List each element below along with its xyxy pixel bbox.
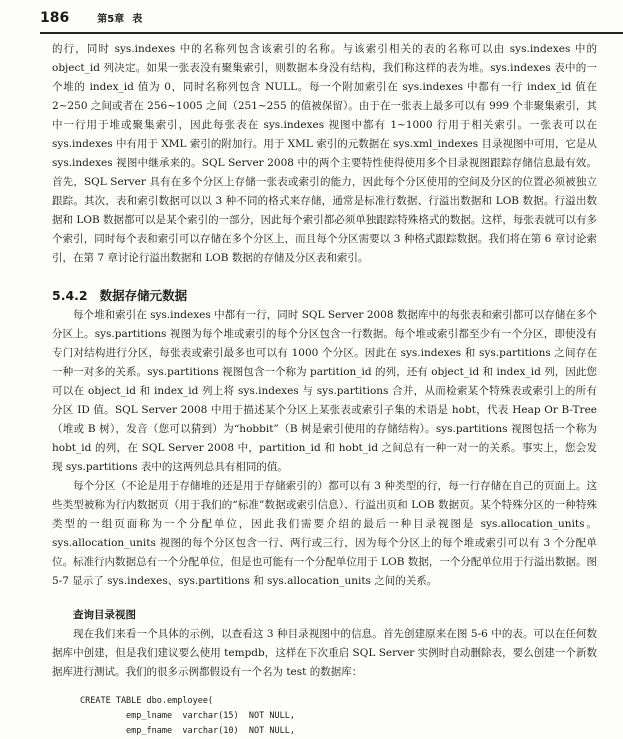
- paragraph: 每个堆和索引在 sys.indexes 中都有一行，同时 SQL Server 2008 数据库中的每张表和索引都可以存储在多个分区上。sys.partitions 视图为每个堆或索引的每个分区包含一行数据。每个堆或索引都至少有一个分区，即使没有专门对结构进行分区，每张表或索引最多也可以有 1000 个分区。因此在 sys.indexes 和 sys.partitions 之间存在一种一对多的关系。sys.partitions 视图包含一个称为 partition_id 的列，还有 object_id 和 index_id 列，因此您可以在 object_id 和 index_id 列上将 sys.indexes 与 sys.partitions 合并，从而检索某个特殊表或索引上的所有分区 ID 值。SQL Server 2008 中用于描述某个分区上某张表或索引子集的术语是 hobt，代表 Heap Or B-Tree（堆或 B 树），发音（您可以猜到）为“hobbit”（B 树是索引使用的存储结构）。sys.partitions 视图包括一个称为 hobt_id 的列，在 SQL Server 2008 中，partition_id 和 hobt_id 之间总有一种一对一的关系。事实上，您会发现 sys.partitions 表中的这两列总具有相同的值。: [52, 309, 597, 473]
- paragraph-continued: 的行，同时 sys.indexes 中的名称列包含该索引的名称。与该索引相关的表的名称可以由 sys.indexes 中的 object_id 列决定。如果一张表没有聚集索引，则数据本身没有结构，我们称这样的表为堆。sys.indexes 表中的一个堆的 index_id 值为 0，同时名称列包含 NULL。每一个附加索引在 sys.indexes 中都有一行 index_id 值在 2~250 之间或者在 256~1005 之间（251~255 的值被保留）。由于在一张表上最多可以有 999 个非聚集索引，其中一行用于堆或聚集索引，因此每张表在 sys.indexes 视图中都有 1~1000 行用于相关索引。一张表可以在 sys.indexes 中有用于 XML 索引的附加行。用于 XML 索引的元数据在 sys.xml_indexes 目录视图中可用，它是从 sys.indexes 视图中继承来的。SQL Server 2008 中的两个主要特性使得使用多个目录视图跟踪存储信息最有效。首先，SQL Server 具有在多个分区上存储一张表或索引的能力，因此每个分区使用的空间及分区的位置必须被独立跟踪。其次，表和索引数据可以以 3 种不同的格式来存储，通常是标准行数据、行溢出数据和 LOB 数据。行溢出数据和 LOB 数据都可以是某个索引的一部分，因此每个索引都必须单独跟踪特殊格式的数据。这样，每张表就可以有多个索引，同时每个表和索引可以存储在多个分区上，而且每个分区需要以 3 种格式跟踪数据。我们将在第 6 章讨论索引，在第 7 章讨论行溢出数据和 LOB 数据的存储及分区表和索引。: [52, 43, 597, 264]
- chapter-title: 表: [132, 14, 143, 25]
- section-heading: [52, 286, 597, 306]
- chapter-heading: [97, 10, 142, 25]
- header-rule: [40, 32, 623, 34]
- section-title: 数据存储元数据: [99, 288, 188, 303]
- page-header: [40, 10, 142, 32]
- paragraph: 现在我们来看一个具体的示例，以查看这 3 种目录视图中的信息。首先创建原来在图 5-6 中的表。可以在任何数据库中创建，但是我们建议要么使用 tempdb，这样在下次重启 SQL Server 实例时自动删除表，要么创建一个新数据库进行测试。我们的很多示例都假设有一个名为 test 的数据库：: [52, 628, 597, 678]
- subheading: 查询目录视图: [73, 609, 136, 621]
- chapter-label: 第5章: [97, 14, 125, 25]
- section-number: 5.4.2: [52, 288, 88, 303]
- paragraph: 每个分区（不论是用于存储堆的还是用于存储索引的）都可以有 3 种类型的行，每一行存储在自己的页面上。这些类型被称为行内数据页（用于我们的“标准”数据或索引信息）、行溢出页和 LOB 数据页。某个特殊分区的一种特殊类型的一组页面称为一个分配单位，因此我们需要介绍的最后一种目录视图是 sys.allocation_units。sys.allocation_units 视图的每个分区包含一行、两行或三行，因为每个分区上的每个堆或索引可以有 3 个分配单位。标准行内数据总有一个分配单位，但是也可能有一个分配单位用于 LOB 数据，一个分配单位用于行溢出数据。图 5-7 显示了 sys.indexes、sys.partitions 和 sys.allocation_units 之间的关系。: [52, 480, 597, 587]
- code-block: CREATE TABLE dbo.employee( emp_lname varchar(15) NOT NULL, emp_fname varchar(10) NOT NULL,: [80, 696, 295, 736]
- page-number: 186: [40, 10, 70, 26]
- page-body: [52, 40, 597, 739]
